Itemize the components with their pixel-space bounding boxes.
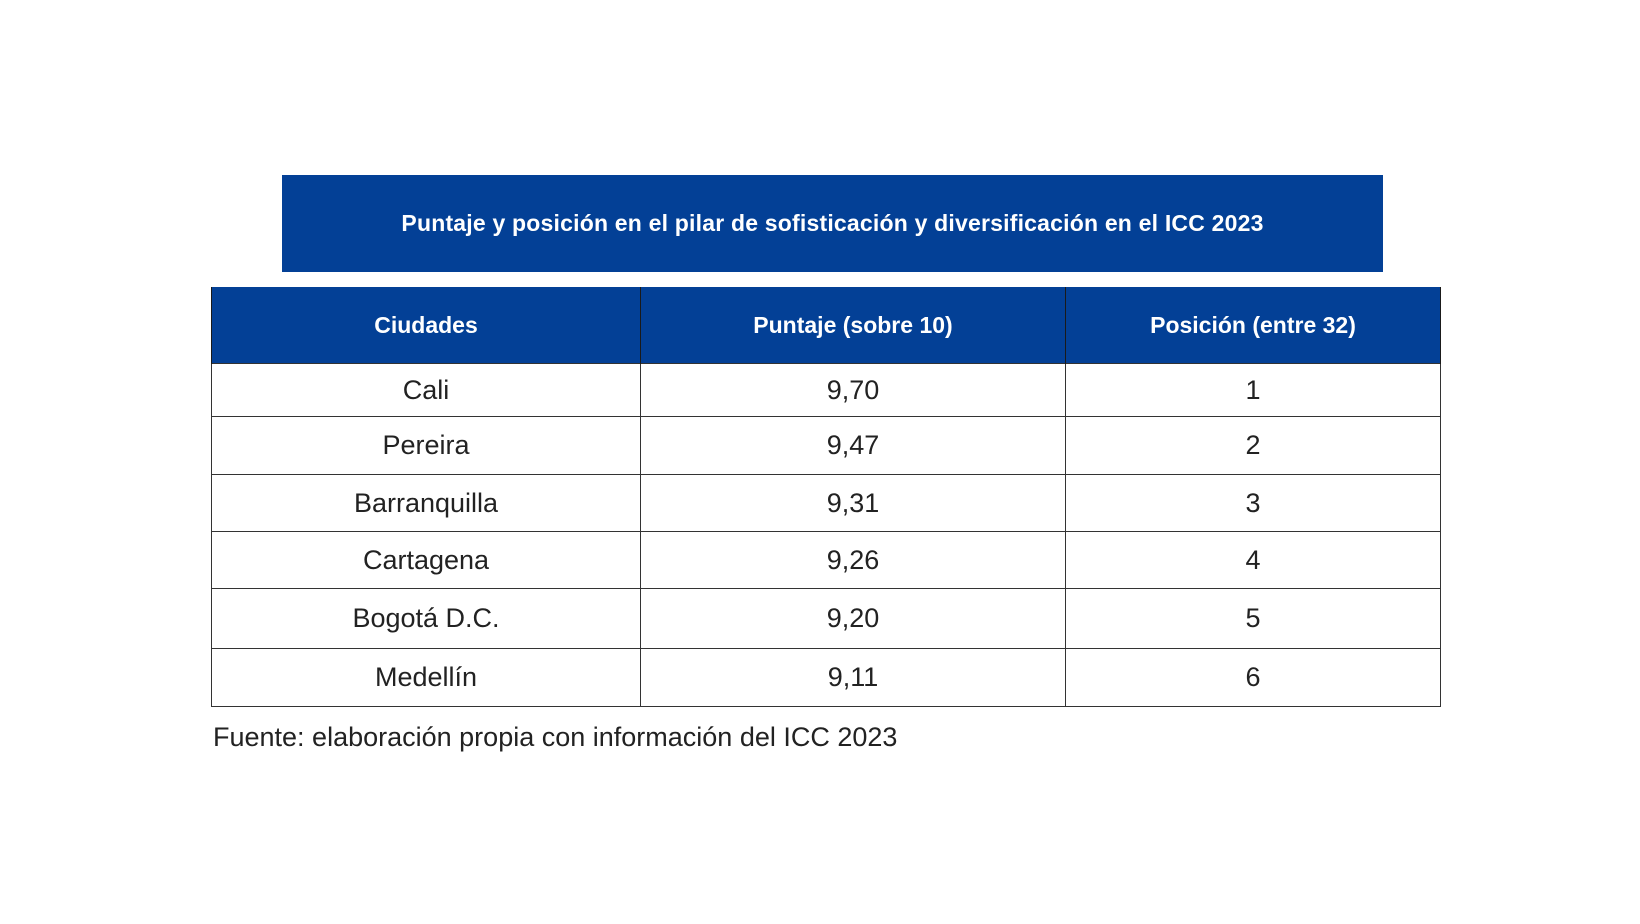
score-cell: 9,31 (641, 475, 1066, 532)
header-ciudades: Ciudades (212, 287, 641, 364)
position-cell: 1 (1066, 364, 1441, 417)
score-cell: 9,26 (641, 532, 1066, 589)
header-row (212, 287, 1441, 364)
table-row (212, 364, 1441, 417)
city-cell: Medellín (212, 649, 641, 707)
ranking-table (211, 287, 1441, 707)
table-row (212, 649, 1441, 707)
table-row (212, 532, 1441, 589)
position-cell: 6 (1066, 649, 1441, 707)
table-row (212, 417, 1441, 475)
city-cell: Cartagena (212, 532, 641, 589)
table-title-banner (282, 175, 1383, 272)
position-cell: 3 (1066, 475, 1441, 532)
table-row (212, 475, 1441, 532)
score-cell: 9,20 (641, 589, 1066, 649)
table-row (212, 589, 1441, 649)
source-note: Fuente: elaboración propia con información del ICC 2023 (213, 722, 898, 752)
city-cell: Cali (212, 364, 641, 417)
city-cell: Barranquilla (212, 475, 641, 532)
score-cell: 9,47 (641, 417, 1066, 475)
table-title: Puntaje y posición en el pilar de sofisticación y diversificación en el ICC 2023 (401, 210, 1264, 236)
header-posicion: Posición (entre 32) (1066, 287, 1441, 364)
header-puntaje: Puntaje (sobre 10) (641, 287, 1066, 364)
score-cell: 9,70 (641, 364, 1066, 417)
score-cell: 9,11 (641, 649, 1066, 707)
position-cell: 2 (1066, 417, 1441, 475)
position-cell: 4 (1066, 532, 1441, 589)
city-cell: Bogotá D.C. (212, 589, 641, 649)
city-cell: Pereira (212, 417, 641, 475)
position-cell: 5 (1066, 589, 1441, 649)
